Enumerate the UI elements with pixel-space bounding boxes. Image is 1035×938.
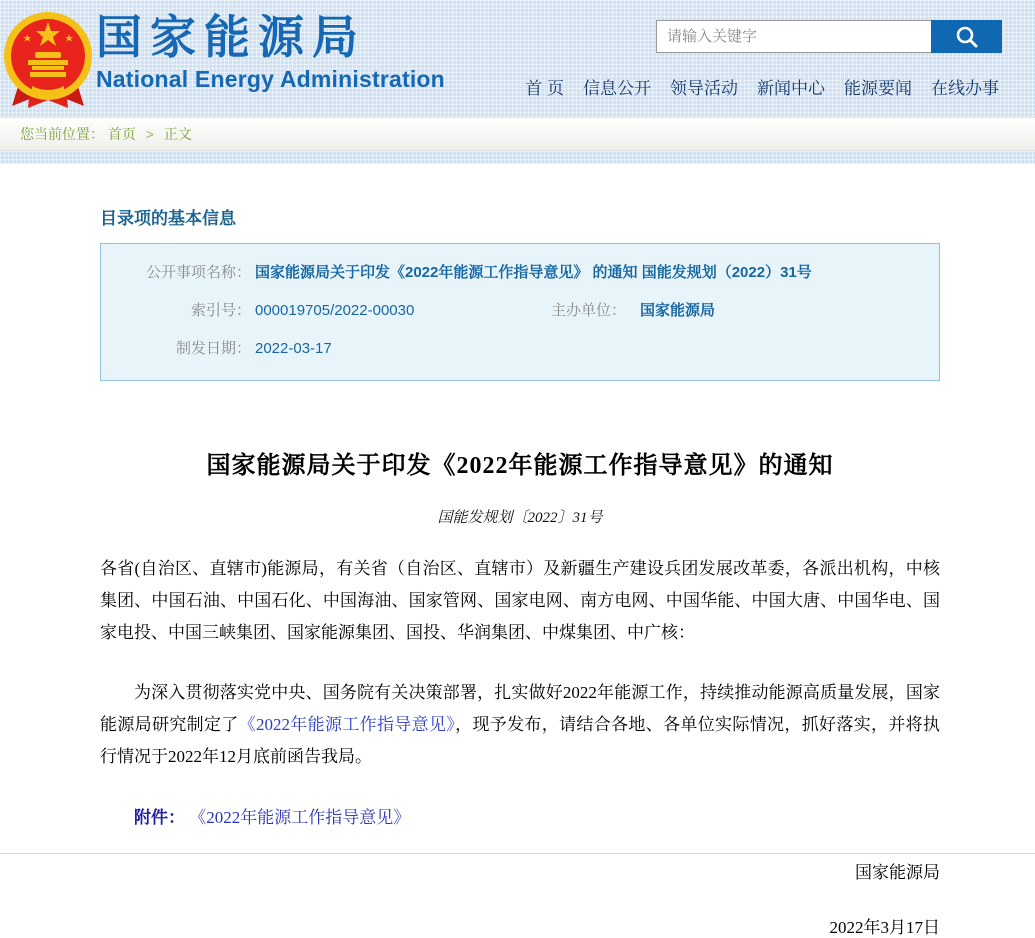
info-label-issue-date: 制发日期： [175,340,251,357]
paragraph-main [100,677,940,773]
main-nav [525,74,999,99]
divider-strip [0,151,1035,164]
info-row-issue-date [101,330,939,368]
site-title-en: National Energy Administration [96,66,445,92]
info-col-organizer [551,292,715,330]
nav-item-online-services[interactable]: 在线办事 [931,79,999,98]
breadcrumb-home-link[interactable]: 首页 [107,126,136,142]
site-header [0,0,1035,118]
search-bar [656,20,1002,53]
nav-item-home[interactable]: 首 页 [525,79,564,98]
nav-item-news-center[interactable]: 新闻中心 [757,79,825,98]
info-label-title: 公开事项名称： [145,264,251,281]
info-col-index [101,292,551,330]
info-label-organizer: 主办单位： [551,302,627,319]
main-content [100,204,940,938]
info-value-title: 国家能源局关于印发《2022年能源工作指导意见》 的通知 国能发规划（2022）31号 [255,264,812,281]
attachment-label: 附件： [134,808,185,827]
nav-item-leadership[interactable]: 领导活动 [670,79,738,98]
signature-date: 2022年3月17日 [829,918,940,937]
guidance-opinions-inline-link[interactable]: 《2022年能源工作指导意见》 [238,715,456,734]
paragraph-recipients: 各省(自治区、直辖市)能源局，有关省（自治区、直辖市）及新疆生产建设兵团发展改革委，各派出机构，中核集团、中国石油、中国石化、中国海油、国家管网、国家电网、南方电网、中国华能、中国大唐、中国华电、国家电投、中国三峡集团、国家能源集团、国投、华润集团、中煤集团、中广核： [100,559,940,642]
info-label-index-number: 索引号： [190,302,251,319]
directory-info-box [100,243,940,381]
info-box-heading: 目录项的基本信息 [100,209,236,228]
document-body [100,553,940,773]
brand-block [96,10,445,94]
info-value-issue-date: 2022-03-17 [255,340,332,357]
signature-organization: 国家能源局 [855,863,940,882]
search-icon [954,24,980,50]
paragraph-main-after: ，现予发布，请结合各地、各单位实际情况，抓好落实，并将执行情况于2022年12月底前函告我局。 [100,715,941,766]
document-title: 国家能源局关于印发《2022年能源工作指导意见》的通知 [206,453,834,479]
search-button[interactable] [931,20,1002,53]
breadcrumb [0,118,1035,151]
search-input[interactable] [656,20,931,53]
info-value-index-number: 000019705/2022-00030 [255,302,415,319]
info-row-title [101,254,939,292]
attachment-link[interactable]: 《2022年能源工作指导意见》 [189,808,411,827]
nav-item-info-disclosure[interactable]: 信息公开 [583,79,651,98]
attachment-line [100,803,940,828]
info-value-organizer: 国家能源局 [640,302,716,319]
nav-item-energy-news[interactable]: 能源要闻 [844,79,912,98]
site-title-zh: 国家能源局 [96,11,366,63]
info-row-index [101,292,939,330]
paragraph-main-before: 为深入贯彻落实党中央、国务院有关决策部署，扎实做好2022年能源工作，持续推动能源高质量发展，国家能源局研究制定了 [100,683,940,734]
document-number: 国能发规划〔2022〕31号 [437,510,603,526]
breadcrumb-prefix: 您当前位置： [20,126,104,142]
breadcrumb-separator: > [145,126,154,142]
national-emblem-logo [2,8,94,114]
breadcrumb-current: 正文 [163,126,192,142]
